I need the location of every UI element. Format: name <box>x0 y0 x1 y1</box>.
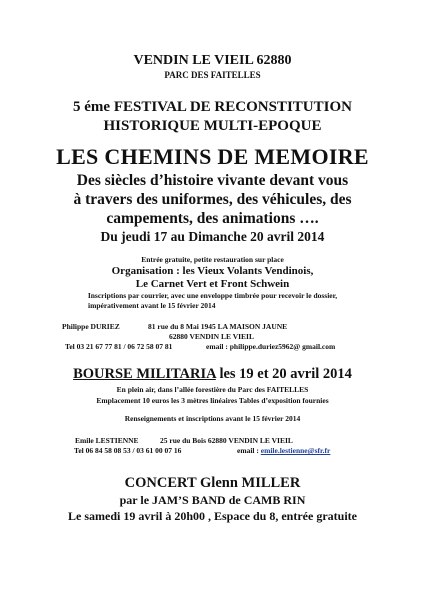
entry-info: Entrée gratuite, petite restauration sur place <box>141 255 284 264</box>
contact-email: email : philippe.duriez5962@ gmail.com <box>206 342 336 351</box>
contact2-email-link[interactable]: emile.lestienne@sfr.fr <box>260 446 331 455</box>
festival-desc-2: à travers des uniformes, des véhicules, des <box>73 191 352 208</box>
festival-dates: Du jeudi 17 au Dimanche 20 avril 2014 <box>100 229 325 244</box>
bourse-title <box>0 367 425 382</box>
contact2-phone: Tel 06 84 58 08 53 / 03 61 00 07 16 <box>74 446 182 455</box>
park-subheading: PARC DES FAITELLES <box>164 70 261 80</box>
contact-phone: Tel 03 21 67 77 81 / 06 72 58 07 81 <box>65 342 173 351</box>
concert-band: par le JAM’S BAND de CAMB RIN <box>119 493 306 507</box>
bourse-pricing: Emplacement 10 euros les 3 mètres linéaires Tables d’exposition fournies <box>96 396 329 405</box>
bourse-registration: Renseignements et inscriptions avant le 15 février 2014 <box>124 414 301 423</box>
festival-line-1: 5 éme FESTIVAL DE RECONSTITUTION <box>73 99 352 115</box>
festival-desc-3: campements, des animations …. <box>106 210 319 227</box>
contact-address: 81 rue du 8 Mai 1945 LA MAISON JAUNE <box>148 322 288 331</box>
registration-line-1: Inscriptions par courrier, avec une enveloppe timbrée pour recevoir le dossier, <box>87 291 338 300</box>
contact2-name: Emile LESTIENNE <box>75 436 139 445</box>
bourse-location: En plein air, dans l’allée forestière du Parc des FAITELLES <box>116 385 309 394</box>
festival-title: LES CHEMINS DE MEMOIRE <box>56 144 369 169</box>
town-heading: VENDIN LE VIEIL 62880 <box>133 53 292 68</box>
contact2-address: 25 rue du Bois 62880 VENDIN LE VIEIL <box>160 436 293 445</box>
festival-line-2: HISTORIQUE MULTI-EPOQUE <box>103 118 322 134</box>
contact-city: 62880 VENDIN LE VIEIL <box>169 332 254 341</box>
organisation-line-1: Organisation : les Vieux Volants Vendinois, <box>111 265 314 277</box>
contact-name: Philippe DURIEZ <box>62 322 120 331</box>
bourse-title-dates: les 19 et 20 avril 2014 <box>215 366 352 382</box>
organisation-line-2: Le Carnet Vert et Front Schwein <box>135 278 290 290</box>
contact2-email-label: email : <box>237 446 261 455</box>
concert-title: CONCERT Glenn MILLER <box>124 475 301 491</box>
contact2-email <box>237 447 330 455</box>
bourse-title-name: BOURSE MILITARIA <box>73 366 216 382</box>
festival-desc-1: Des siècles d’histoire vivante devant vous <box>76 172 349 189</box>
registration-line-2: impérativement avant le 15 février 2014 <box>88 301 216 310</box>
concert-schedule: Le samedi 19 avril à 20h00 , Espace du 8, entrée gratuite <box>68 509 357 523</box>
